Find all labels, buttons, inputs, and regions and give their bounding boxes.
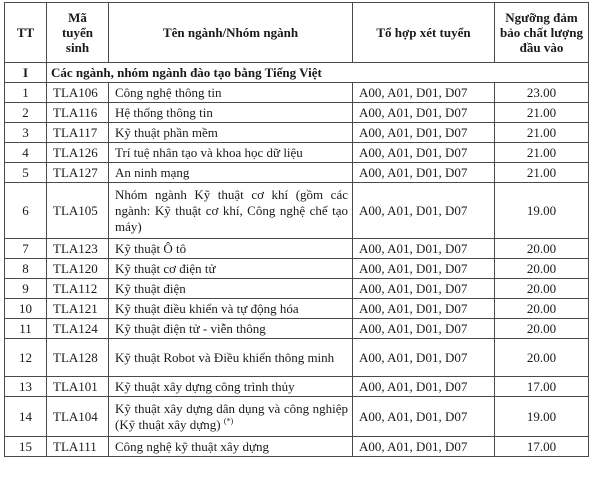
row-combination: A00, A01, D01, D07 [353, 339, 495, 377]
row-name-text: Kỹ thuật cơ điện tử [115, 260, 216, 276]
row-code: TLA124 [47, 319, 109, 339]
row-number: 14 [5, 397, 47, 437]
row-number: 10 [5, 299, 47, 319]
row-code: TLA105 [47, 183, 109, 239]
row-code: TLA123 [47, 239, 109, 259]
row-number: 15 [5, 437, 47, 457]
row-combination: A00, A01, D01, D07 [353, 103, 495, 123]
row-threshold: 20.00 [495, 239, 589, 259]
row-combination: A00, A01, D01, D07 [353, 299, 495, 319]
header-score: Ngưỡng đảm bảo chất lượng đầu vào [495, 3, 589, 63]
row-number: 5 [5, 163, 47, 183]
table-row [5, 279, 589, 299]
row-code: TLA120 [47, 259, 109, 279]
table-row [5, 183, 589, 239]
table-row [5, 259, 589, 279]
table-row [5, 299, 589, 319]
row-name-text: Kỹ thuật Robot và Điều khiển thông minh [115, 349, 335, 365]
row-name [109, 239, 353, 259]
row-name [109, 163, 353, 183]
row-combination: A00, A01, D01, D07 [353, 123, 495, 143]
row-number: 3 [5, 123, 47, 143]
row-threshold: 19.00 [495, 397, 589, 437]
row-number: 1 [5, 83, 47, 103]
row-code: TLA101 [47, 377, 109, 397]
admission-table [4, 2, 589, 457]
row-name [109, 437, 353, 457]
row-name-text: Hệ thống thông tin [115, 104, 213, 120]
table-row [5, 377, 589, 397]
row-number: 6 [5, 183, 47, 239]
row-note-marker: (*) [223, 416, 234, 426]
row-name [109, 259, 353, 279]
row-name [109, 339, 353, 377]
row-name-text: Công nghệ thông tin [115, 84, 222, 100]
row-threshold: 21.00 [495, 123, 589, 143]
table-row [5, 437, 589, 457]
row-code: TLA104 [47, 397, 109, 437]
row-name [109, 183, 353, 239]
row-combination: A00, A01, D01, D07 [353, 183, 495, 239]
row-name [109, 319, 353, 339]
row-threshold: 20.00 [495, 259, 589, 279]
row-combination: A00, A01, D01, D07 [353, 279, 495, 299]
row-name [109, 83, 353, 103]
row-threshold: 19.00 [495, 183, 589, 239]
row-combination: A00, A01, D01, D07 [353, 143, 495, 163]
table-row [5, 83, 589, 103]
row-name-text: Trí tuệ nhân tạo và khoa học dữ liệu [115, 144, 303, 160]
table-row [5, 123, 589, 143]
row-name-text: Kỹ thuật Ô tô [115, 240, 187, 256]
row-name-text: Kỹ thuật điện tử - viễn thông [115, 320, 266, 336]
row-code: TLA126 [47, 143, 109, 163]
row-name [109, 103, 353, 123]
row-code: TLA111 [47, 437, 109, 457]
table-row [5, 239, 589, 259]
row-name [109, 279, 353, 299]
row-threshold: 21.00 [495, 103, 589, 123]
row-number: 7 [5, 239, 47, 259]
header-name: Tên ngành/Nhóm ngành [109, 3, 353, 63]
section-row [5, 63, 589, 83]
row-combination: A00, A01, D01, D07 [353, 437, 495, 457]
table-row [5, 397, 589, 437]
row-threshold: 20.00 [495, 279, 589, 299]
row-name-text: Nhóm ngành Kỹ thuật cơ khí (gồm các ngành: Kỹ thuật cơ khí, Công nghệ chế tạo máy) [115, 186, 348, 234]
section-number: I [5, 63, 47, 83]
row-name-text: An ninh mạng [115, 164, 190, 180]
row-combination: A00, A01, D01, D07 [353, 239, 495, 259]
row-code: TLA121 [47, 299, 109, 319]
row-threshold: 17.00 [495, 437, 589, 457]
row-number: 12 [5, 339, 47, 377]
row-code: TLA112 [47, 279, 109, 299]
row-combination: A00, A01, D01, D07 [353, 319, 495, 339]
row-name [109, 377, 353, 397]
table-row [5, 339, 589, 377]
row-number: 11 [5, 319, 47, 339]
section-title: Các ngành, nhóm ngành đào tạo bằng Tiếng Việt [47, 63, 589, 83]
row-code: TLA116 [47, 103, 109, 123]
row-name-text: Kỹ thuật điện [115, 280, 186, 296]
row-name-text: Kỹ thuật xây dựng dân dụng và công nghiệp (Kỹ thuật xây dựng) [115, 400, 348, 432]
row-name-text: Kỹ thuật điều khiển và tự động hóa [115, 300, 299, 316]
row-combination: A00, A01, D01, D07 [353, 377, 495, 397]
row-number: 4 [5, 143, 47, 163]
row-threshold: 23.00 [495, 83, 589, 103]
row-threshold: 21.00 [495, 163, 589, 183]
row-name-text: Kỹ thuật xây dựng công trình thủy [115, 378, 295, 394]
row-name [109, 397, 353, 437]
table-row [5, 319, 589, 339]
row-number: 2 [5, 103, 47, 123]
row-threshold: 20.00 [495, 339, 589, 377]
row-number: 9 [5, 279, 47, 299]
table-row [5, 163, 589, 183]
header-code: Mã tuyển sinh [47, 3, 109, 63]
table-row [5, 143, 589, 163]
row-code: TLA128 [47, 339, 109, 377]
row-name-text: Công nghệ kỹ thuật xây dựng [115, 438, 270, 454]
row-combination: A00, A01, D01, D07 [353, 397, 495, 437]
header-combo: Tổ hợp xét tuyển [353, 3, 495, 63]
row-combination: A00, A01, D01, D07 [353, 163, 495, 183]
row-code: TLA106 [47, 83, 109, 103]
row-code: TLA127 [47, 163, 109, 183]
header-tt: TT [5, 3, 47, 63]
row-code: TLA117 [47, 123, 109, 143]
row-name-text: Kỹ thuật phần mềm [115, 124, 218, 140]
row-name [109, 143, 353, 163]
row-combination: A00, A01, D01, D07 [353, 259, 495, 279]
row-threshold: 20.00 [495, 299, 589, 319]
row-combination: A00, A01, D01, D07 [353, 83, 495, 103]
row-name [109, 123, 353, 143]
row-threshold: 20.00 [495, 319, 589, 339]
row-threshold: 21.00 [495, 143, 589, 163]
row-number: 8 [5, 259, 47, 279]
header-row [5, 3, 589, 63]
row-number: 13 [5, 377, 47, 397]
row-threshold: 17.00 [495, 377, 589, 397]
table-row [5, 103, 589, 123]
row-name [109, 299, 353, 319]
